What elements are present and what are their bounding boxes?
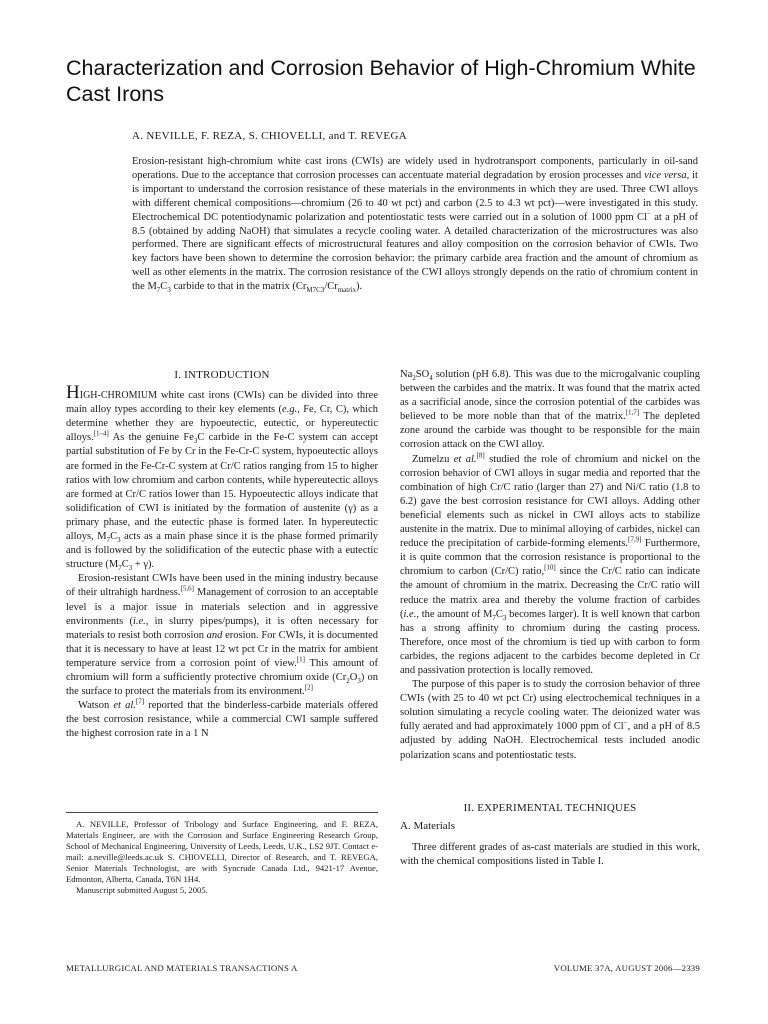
intro-paragraph-2: Erosion-resistant CWIs have been used in the mining industry because of their ultrahigh hardness.[5,6] Management of corrosion to an acceptable level is a major issue in materials selection and in aggressive environments (i.e., in slurry pipes/pumps), it is often necessary for materials to resist both corrosion and erosion. For CWIs, it is documented that it is necessary to have at least 12 wt pct Cr in the matrix for ambient temperature service from a corrosion point of view.[1] This amount of chromium will form a sufficiently protective chromium oxide $(Cr_2O_3)$ on the surface to protect the materials from its environment.[2] [66, 573, 379, 698]
intro-paragraph-4: Zumelzu et al.[8] studied the role of chromium and nickel on the corrosion behavior of CWI alloys in sugar media and reported that the combination of high Cr/C ratio (larger than 27) and Ni/C ratio (1.8 to 6.2) gave the best corrosion resistance for CWI alloys. Adding other beneficial elements such as nickel in CWI alloys acts to stabilize austenite in the matrix. Due to minimal alloying of carbides, nickel can reduce the precipitation of carbide-forming elements.[7,9] Furthermore, it is quite common that the corrosion resistance is proportional to the chromium to carbon (Cr/C) ratio,[10] since the Cr/C ratio can indicate the amount of chromium in the matrix. Decreasing the Cr/C ratio will reduce the matrix area and thereby the volume fraction of carbides (i.e., the amount of $M_7C_3$ becomes larger). It is well known that carbon has a strong affinity to chromium during the casting process. Therefore, once most of the chromium is tied up with carbon to form carbides, the regions adjacent to the carbides become depleted in Cr and passivation protection is locally removed. [400, 451, 700, 676]
intro-paragraph-1: HIGH-CHROMIUM white cast irons (CWIs) can be divided into three main alloy types according to their key elements (e.g., Fe, Cr, C), which determine whether they are hypoeutectic, eutectic, or hypereutectic alloys.[1–4] As the genuine $Fe_3C$ carbide in the Fe-C system can accept partial substitution of Fe by Cr in the Fe-Cr-C system, hypoeutectic alloys are formed in the Fe-Cr-C system at Cr/C ratios ranging from 15 to higher ratios with low chromium and carbon contents, while hypereutectic alloys are formed at Cr/C ratios lower than 15. Hypoeutectic alloys indicate that solidification of CWI is initiated by the formation of austenite (γ) as a primary phase, and the eutectic phase is formed later. In hypereutectic alloys, $M_7C_3$ acts as a main phase since it is the phase formed primarily and is followed by the solidification of the eutectic phase with a eutectic structure $(M_7C_3 + \gamma)$. [66, 382, 378, 573]
subsection-heading-materials: A. Materials [400, 819, 455, 832]
running-footer-volume-page: VOLUME 37A, AUGUST 2006—2339 [553, 963, 700, 973]
footnote-divider [66, 812, 378, 813]
paper-title: Characterization and Corrosion Behavior of High-Chromium White Cast Irons [66, 56, 696, 106]
section-heading-introduction: I. INTRODUCTION [174, 369, 270, 381]
intro-paragraph-3-continued: $Na_2SO_4$ solution (pH 6.8). This was due to the microgalvanic coupling between the carbides and the matrix. It was found that the matrix acted as a sacrificial anode, since the corrosion potential of the carbides was believed to be more noble than that of the matrix.[1,7] The depleted zone around the carbide was thought to be responsible for the main corrosion attack on the CWI alloy. [400, 369, 700, 451]
materials-paragraph-1: Three different grades of as-cast materials are studied in this work, with the chemical compositions listed in Table I. [400, 841, 700, 867]
footnote-submission-date: Manuscript submitted August 5, 2005. [76, 885, 208, 895]
abstract: Erosion-resistant high-chromium white cast irons (CWIs) are widely used in hydrotransport components, particularly in oil-sand operations. Due to the acceptance that corrosion processes can accentuate material degradation by erosion processes and vice versa, it is important to understand the corrosion resistance of these materials in the environments in which they are used. Three CWI alloys with different chemical compositions—chromium (26 to 40 wt pct) and carbon (2.5 to 4.3 wt pct)—were investigated in this study. Electrochemical DC potentiodynamic polarization and potentiostatic tests were carried out in a solution of 1000 ppm Cl− at a pH of 8.5 (obtained by adding NaOH) that simulates a recycle cooling water. A detailed characterization of the microstructures was also performed. There are significant effects of microstructural features and alloy composition on the corrosion behavior of CWIs. Two key factors have been shown to determine the corrosion behavior: the primary carbide area fraction and the amount of chromium as well as other elements in the matrix. The corrosion resistance of the CWI alloys strongly depends on the ratio of chromium content in the $M_7C_3$ carbide to that in the matrix $(Cr_{M7C3}/Cr_{matrix})$. [132, 156, 698, 295]
left-column [66, 368, 378, 741]
running-footer-journal: METALLURGICAL AND MATERIALS TRANSACTIONS A [66, 963, 298, 973]
section-heading-experimental: II. EXPERIMENTAL TECHNIQUES [463, 801, 637, 814]
footnote-affiliations: A. NEVILLE, Professor of Tribology and Surface Engineering, and F. REZA, Materials Engineer, are with the Corrosion and Surface Engineering Research Group, School of Mechanical Engineering, University of Leeds, Leeds, U.K., LS2 9JT. Contact e-mail: a.neville@leeds.ac.uk S. CHIOVELLI, Director of Research, and T. REVEGA, Senior Materials Technologist, are with Syncrude Canada Ltd., 9421-17 Avenue, Edmonton, Alberta, Canada, T6N 1H4. [66, 819, 378, 884]
intro-paragraph-3: Watson et al.[7] reported that the binderless-carbide materials offered the best corrosion resistance, while a commercial CWI sample suffered the highest corrosion rate in a 1 N [66, 697, 379, 740]
author-affiliation-footnote [66, 819, 378, 896]
author-list: A. NEVILLE, F. REZA, S. CHIOVELLI, and T. REVEGA [132, 130, 407, 142]
intro-paragraph-5: The purpose of this paper is to study the corrosion behavior of three CWIs (with 25 to 40 wt pct Cr) using electrochemical techniques in a solution simulating a recycle cooling water. The deionized water was fully aerated and had approximately 1000 ppm of Cl−, and a pH of 8.5 adjusted by adding NaOH. Electrochemical tests included anodic polarization scans and potentiostatic tests. [400, 679, 700, 761]
right-column [400, 368, 700, 869]
